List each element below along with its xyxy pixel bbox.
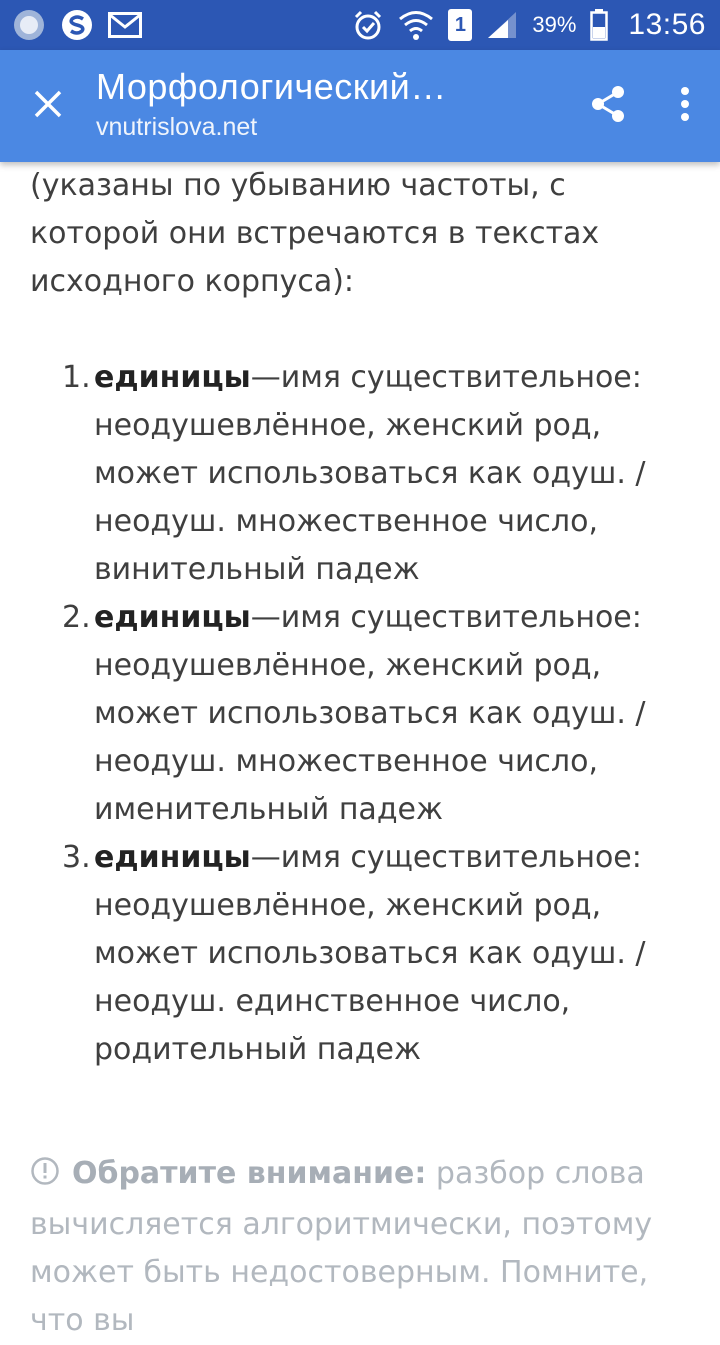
clock: 13:56 xyxy=(628,8,706,41)
item-number: 2. xyxy=(62,600,91,635)
close-icon xyxy=(33,89,63,123)
app-bar xyxy=(0,50,720,162)
share-button[interactable] xyxy=(566,50,650,162)
circle-notification-icon xyxy=(12,8,46,42)
wifi-icon xyxy=(398,9,434,41)
info-icon xyxy=(30,1153,60,1201)
item-number: 1. xyxy=(62,360,91,395)
item-word: единицы xyxy=(94,840,251,875)
page-content xyxy=(0,162,720,1338)
battery-percent: 39% xyxy=(532,12,577,37)
item-number: 3. xyxy=(62,840,91,875)
parse-list xyxy=(30,354,690,1074)
signal-icon xyxy=(486,10,518,40)
item-description: —имя существительное: неодушевлённое, женский род, может использоваться как одуш. / неодуш. множественное число, винительный падеж xyxy=(94,360,646,587)
more-vert-icon xyxy=(679,86,691,126)
page-url: vnutrislova.net xyxy=(96,113,258,141)
s-app-icon xyxy=(60,8,94,42)
item-word: единицы xyxy=(94,600,251,635)
list-item xyxy=(30,834,690,1074)
note-text: разбор слова вычисляется алгоритмически, поэтому может быть недостоверным. Помните, что вы xyxy=(30,1156,653,1338)
page-title: Морфологический… xyxy=(96,66,447,107)
share-icon xyxy=(588,84,628,128)
item-description: —имя существительное: неодушевлённое, женский род, может использоваться как одуш. / неодуш. множественное число, именительный падеж xyxy=(94,600,646,827)
list-item xyxy=(30,594,690,834)
more-options-button[interactable] xyxy=(650,50,720,162)
disclaimer-note xyxy=(30,1150,690,1345)
item-word: единицы xyxy=(94,360,251,395)
page-title-block xyxy=(96,66,566,143)
intro-text: (указаны по убыванию частоты, с которой они встречаются в текстах исходного корпуса): xyxy=(30,168,600,299)
battery-icon xyxy=(590,9,608,41)
mail-icon xyxy=(108,12,142,38)
status-bar xyxy=(0,0,720,50)
alarm-icon xyxy=(352,9,384,41)
item-description: —имя существительное: неодушевлённое, женский род, может использоваться как одуш. / неодуш. единственное число, родительный падеж xyxy=(94,840,646,1067)
note-label: Обратите внимание: xyxy=(72,1156,427,1191)
close-button[interactable] xyxy=(0,50,96,162)
list-item xyxy=(30,354,690,594)
sim-icon: 1 xyxy=(448,9,472,41)
